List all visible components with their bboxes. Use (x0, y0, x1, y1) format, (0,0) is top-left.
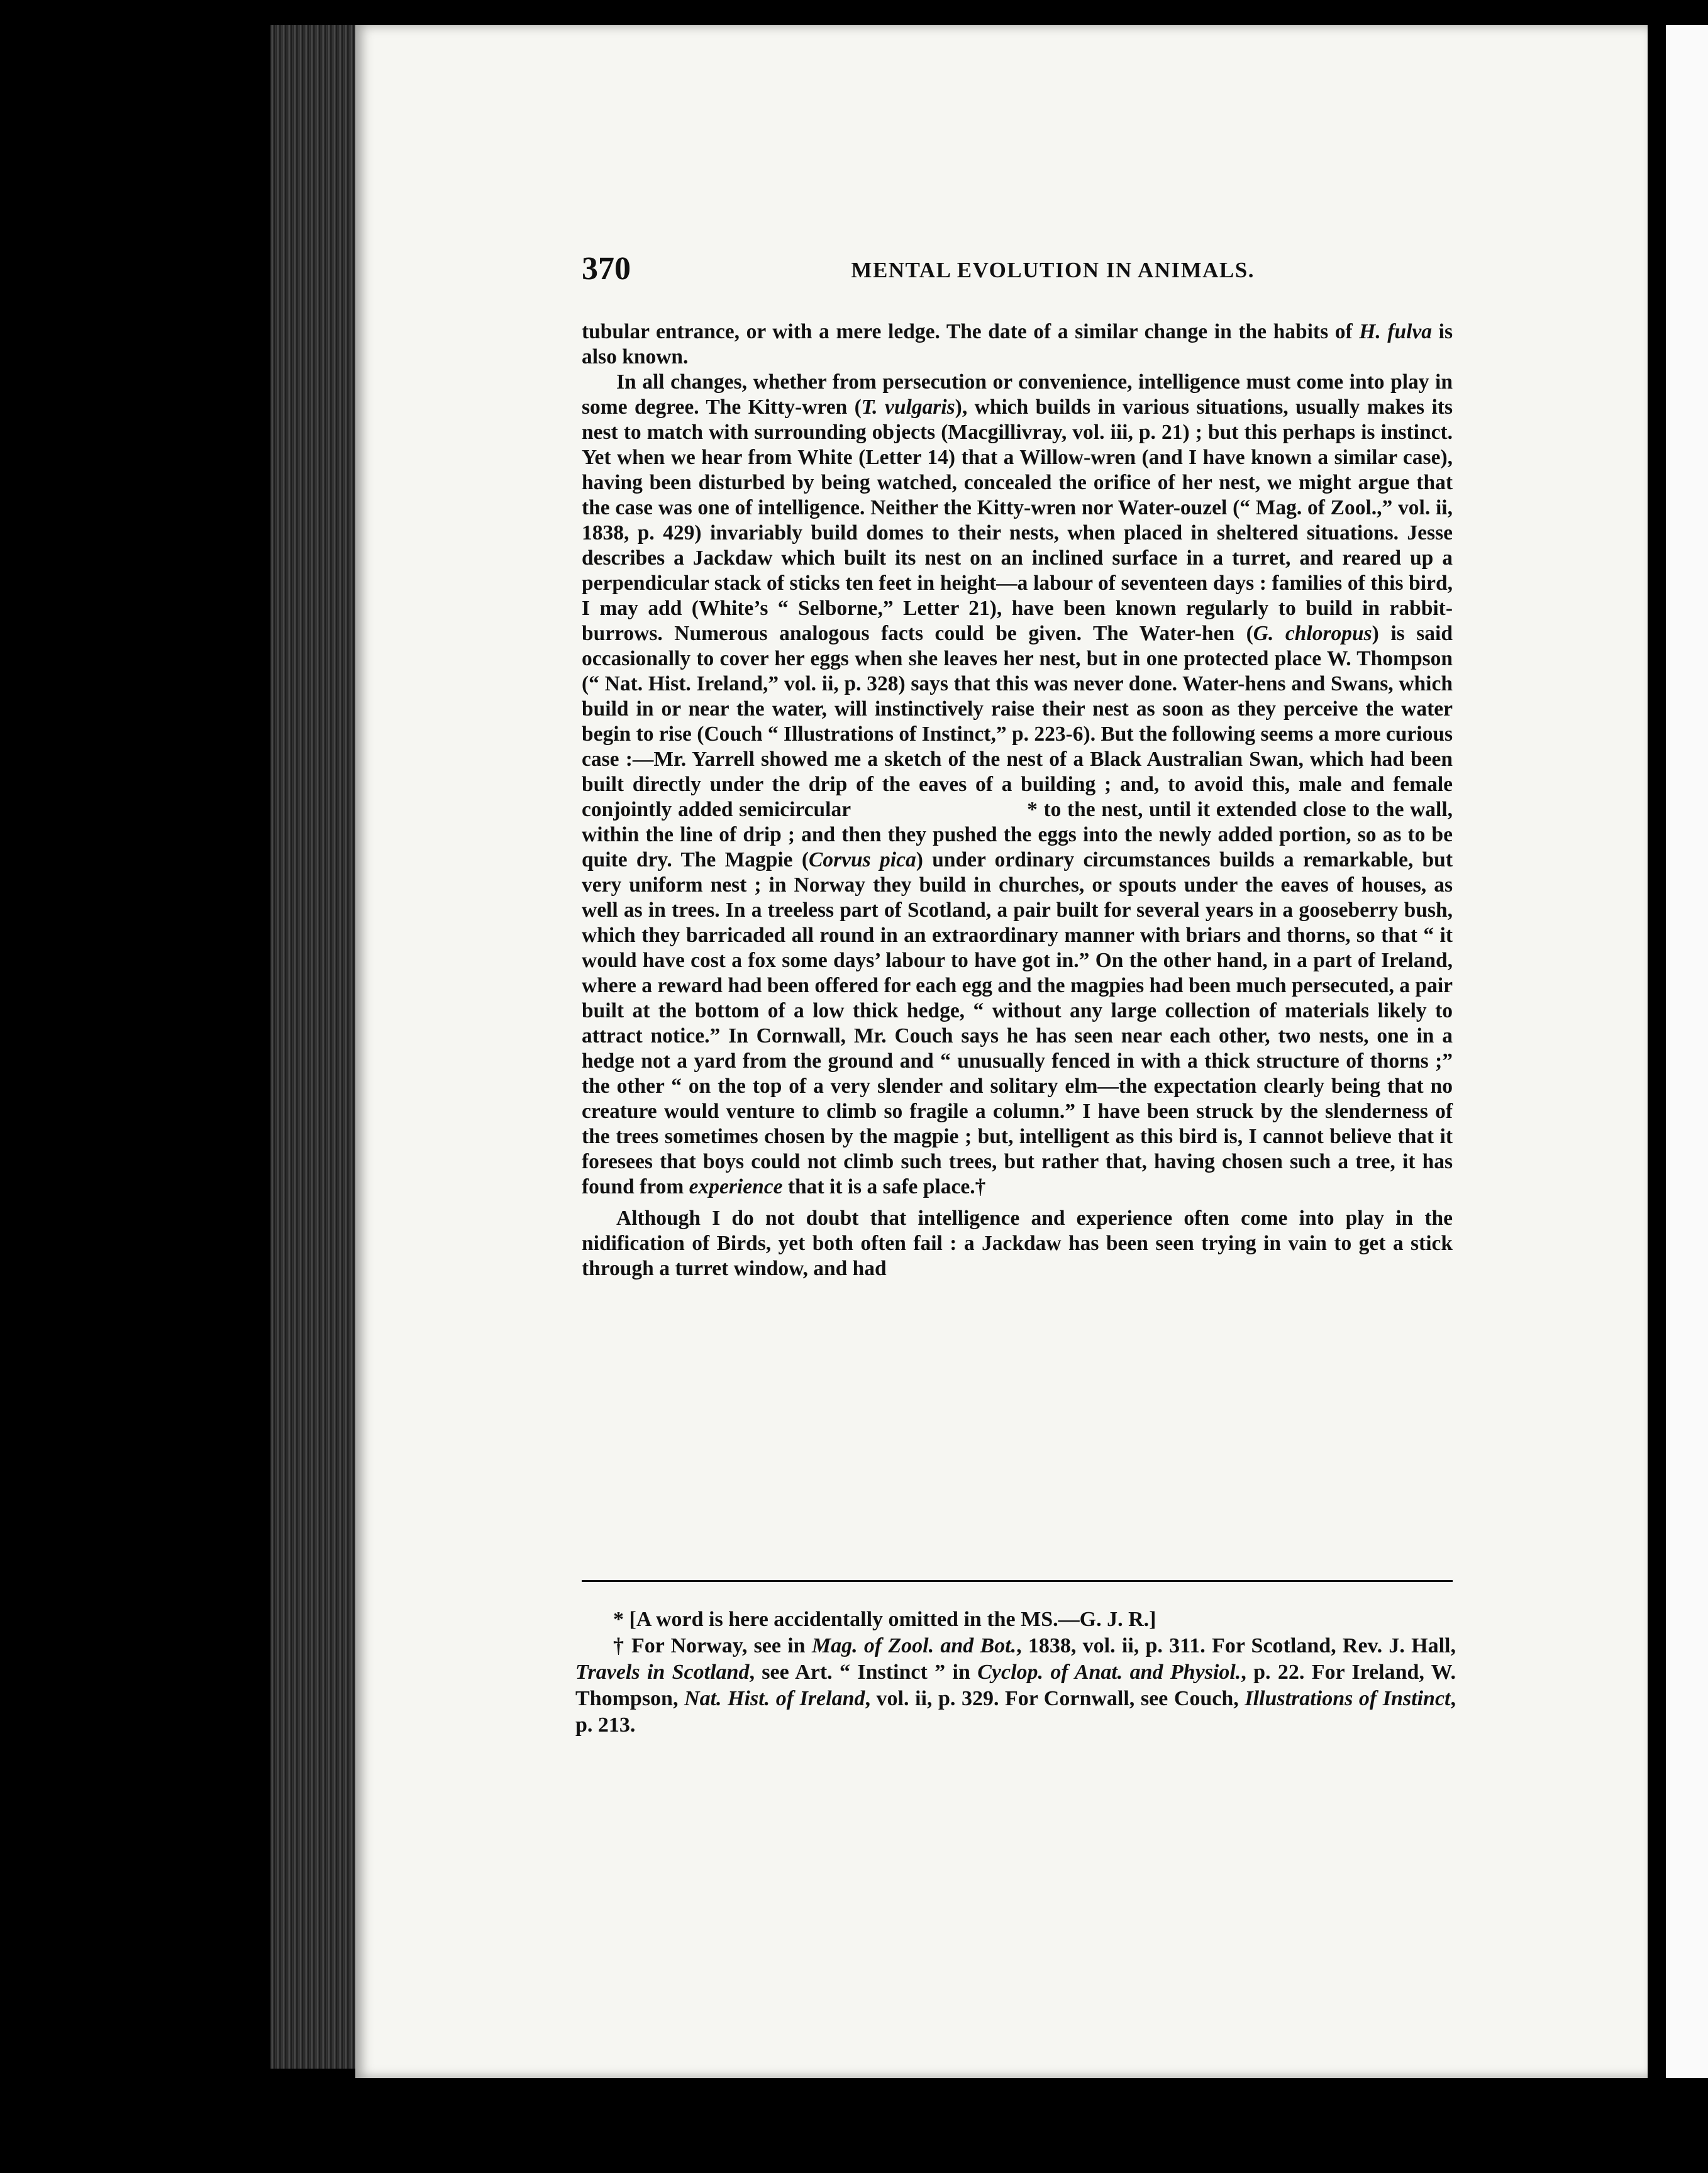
paragraph-continuation: tubular entrance, or with a mere ledge. The date of a similar change in the habits of H. fulva is also known. (582, 320, 1453, 368)
footnote-rule (582, 1580, 1453, 1582)
paragraph-nidification: Although I do not doubt that intelligence and experience often come into play in the nidification of Birds, yet both often fail : a Jackdaw has been seen trying in vain to get a stick through a turret window, and had (582, 1207, 1453, 1280)
paragraph-nest-changes: In all changes, whether from persecution or convenience, intelligence must come into play in some degree. The Kitty-wren (T. vulgaris), which builds in various situations, usually makes its nest to match with surrounding objects (Macgillivray, vol. iii, p. 21) ; but this perhaps is instinct. Yet when we hear from White (Letter 14) that a Willow-wren (and I have known a similar case), having been disturbed by being watched, concealed the orifice of her nest, we might argue that the case was one of intelligence. Neither the Kitty-wren nor Water-ouzel (“ Mag. of Zool.,” vol. ii, 1838, p. 429) invariably build domes to their nests, when placed in sheltered situations. Jesse describes a Jackdaw which built its nest on an inclined surface in a turret, and reared up a perpendicular stack of sticks ten feet in height—a labour of seventeen days : families of this bird, I may add (White’s “ Selborne,” Letter 21), have been known regularly to build in rabbit-burrows. Numerous analogous facts could be given. The Water-hen (G. chloropus) is said occasionally to cover her eggs when she leaves her nest, but in one protected place W. Thompson (“ Nat. Hist. Ireland,” vol. ii, p. 328) says that this was never done. Water-hens and Swans, which build in or near the water, will instinctively raise their nest as soon as they perceive the water begin to rise (Couch “ Illustrations of Instinct,” p. 223-6). But the following seems a more curious case :—Mr. Yarrell showed me a sketch of the nest of a Black Australian Swan, which had been built directly under the drip of the eaves of a building ; and, to avoid this, male and female conjointly added semicircular * to the nest, until it extended close to the wall, within the line of drip ; and then they pushed the eggs into the newly added portion, so as to be quite dry. The Magpie (Corvus pica) under ordinary circumstances builds a remarkable, but very uniform nest ; in Norway they build in churches, or spouts under the eaves of houses, as well as in trees. In a treeless part of Scotland, a pair built for several years in a gooseberry bush, which they barricaded all round in an extraordinary manner with briars and thorns, so that “ it would have cost a fox some days’ labour to have got in.” On the other hand, in a part of Ireland, where a reward had been offered for each egg and the magpies had been much persecuted, a pair built at the bottom of a low thick hedge, “ without any large collection of materials likely to attract notice.” In Cornwall, Mr. Couch says he has seen near each other, two nests, one in a hedge not a yard from the ground and “ unusually fenced in with a thick structure of thorns ;” the other “ on the top of a very slender and solitary elm—the expectation clearly being that no creature would venture to climb so fragile a column.” I have been struck by the slenderness of the trees sometimes chosen by the magpie ; but, intelligent as this bird is, I cannot believe that it foresees that boys could not climb such trees, but rather that, having chosen such a tree, it has found from experience that it is a safe place.† (582, 370, 1453, 1198)
book-page-edges (270, 25, 358, 2069)
page-gutter (1651, 25, 1666, 2078)
footnote-1: * [A word is here accidentally omitted in the MS.—G. J. R.] (613, 1608, 1156, 1631)
scan-border (0, 2078, 1708, 2173)
facing-page-edge (1666, 25, 1708, 2078)
running-head: MENTAL EVOLUTION IN ANIMALS. (851, 258, 1255, 282)
page-header (582, 250, 1255, 301)
footnote-2: † For Norway, see in Mag. of Zool. and Bot., 1838, vol. ii, p. 311. For Scotland, Rev. J. Hall, Travels in Scotland, see Art. “ Instinct ” in Cyclop. of Anat. and Physiol., p. 22. For Ireland, W. Thompson, Nat. Hist. of Ireland, vol. ii, p. 329. For Cornwall, see Couch, Illustrations of Instinct, p. 213. (575, 1634, 1456, 1737)
body-text (582, 319, 1453, 1281)
footnotes (575, 1606, 1456, 1739)
page-number: 370 (582, 251, 631, 287)
